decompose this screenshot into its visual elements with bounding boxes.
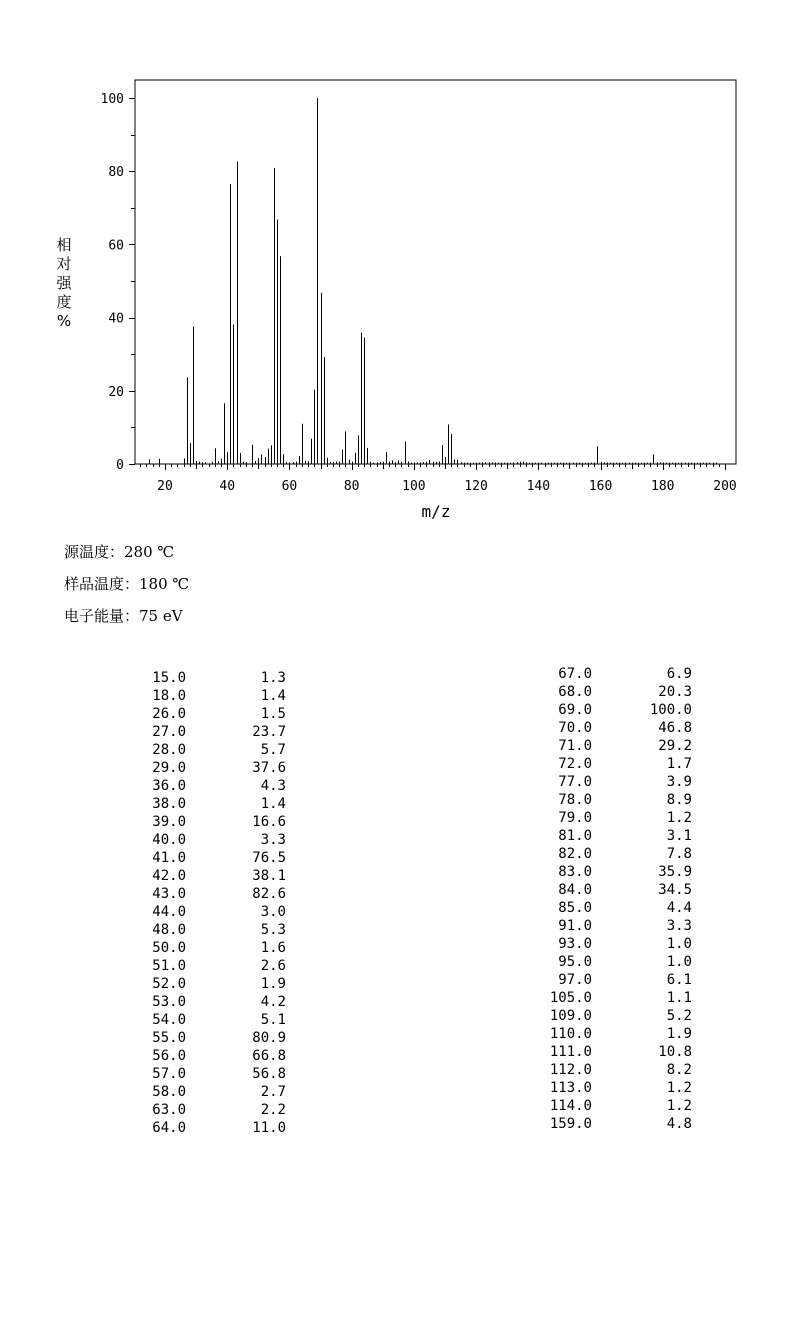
table-row [140, 885, 290, 903]
mz-value: 27.0 [152, 724, 186, 740]
table-row [140, 831, 290, 849]
table-row [140, 1011, 290, 1029]
table-row [540, 809, 700, 827]
mz-value: 44.0 [152, 904, 186, 920]
intensity-value: 82.6 [252, 886, 286, 902]
intensity-value: 1.7 [666, 756, 692, 772]
y-axis-label-char: 度 [56, 293, 72, 311]
mz-value: 72.0 [558, 756, 592, 772]
table-row [140, 1047, 290, 1065]
peak-table-right [540, 665, 700, 1133]
table-row [140, 957, 290, 975]
x-axis-ticks [141, 464, 737, 494]
x-tick-label: 60 [281, 479, 298, 494]
table-row [140, 1101, 290, 1119]
intensity-value: 80.9 [252, 1030, 286, 1046]
y-axis-label [56, 236, 72, 330]
mz-value: 97.0 [558, 972, 592, 988]
table-row [140, 1119, 290, 1137]
y-axis-label-char: % [56, 312, 72, 330]
table-row [140, 723, 290, 741]
intensity-value: 1.6 [260, 940, 286, 956]
y-tick-label: 80 [108, 165, 124, 181]
table-row [540, 1007, 700, 1025]
table-row [540, 1097, 700, 1115]
mz-value: 53.0 [152, 994, 186, 1010]
mz-value: 43.0 [152, 886, 186, 902]
intensity-value: 56.8 [252, 1066, 286, 1082]
table-row [540, 665, 700, 683]
table-row [540, 1115, 700, 1133]
intensity-value: 4.3 [260, 778, 286, 794]
intensity-value: 37.6 [252, 760, 286, 776]
mz-value: 105.0 [549, 990, 592, 1006]
table-row [540, 773, 700, 791]
intensity-value: 11.0 [252, 1120, 286, 1136]
y-tick-label: 60 [108, 238, 124, 254]
intensity-value: 3.3 [666, 918, 692, 934]
x-tick-label: 180 [651, 479, 675, 494]
mz-value: 40.0 [152, 832, 186, 848]
table-row [540, 917, 700, 935]
intensity-value: 76.5 [252, 850, 286, 866]
intensity-value: 6.1 [666, 972, 692, 988]
mz-value: 70.0 [558, 720, 592, 736]
intensity-value: 4.4 [666, 900, 692, 916]
intensity-value: 1.1 [666, 990, 692, 1006]
mz-value: 15.0 [152, 670, 186, 686]
intensity-value: 66.8 [252, 1048, 286, 1064]
mz-value: 85.0 [558, 900, 592, 916]
mz-value: 58.0 [152, 1084, 186, 1100]
mz-value: 18.0 [152, 688, 186, 704]
table-row [540, 701, 700, 719]
mz-value: 113.0 [549, 1080, 592, 1096]
mz-value: 111.0 [549, 1044, 592, 1060]
table-row [140, 1065, 290, 1083]
mz-value: 50.0 [152, 940, 186, 956]
table-row [140, 1029, 290, 1047]
table-row [140, 759, 290, 777]
mz-value: 69.0 [558, 702, 592, 718]
table-row [140, 813, 290, 831]
table-row [140, 903, 290, 921]
x-axis-label: m/z [421, 502, 451, 521]
x-tick-label: 140 [526, 479, 551, 494]
x-tick-label: 160 [588, 479, 613, 494]
table-row [540, 1025, 700, 1043]
intensity-value: 1.2 [666, 810, 692, 826]
y-axis-label-char: 对 [56, 255, 72, 273]
x-tick-label: 120 [464, 479, 488, 494]
intensity-value: 1.4 [260, 796, 286, 812]
mz-value: 95.0 [558, 954, 592, 970]
y-tick-label: 20 [108, 384, 124, 400]
x-tick-label: 100 [402, 479, 426, 494]
mz-value: 71.0 [558, 738, 592, 754]
table-row [140, 1083, 290, 1101]
peak-bars [150, 98, 717, 464]
intensity-value: 2.6 [260, 958, 286, 974]
intensity-value: 8.2 [666, 1062, 692, 1078]
intensity-value: 16.6 [252, 814, 286, 830]
mass-spectrum-chart [0, 0, 794, 530]
intensity-value: 5.1 [260, 1012, 286, 1028]
intensity-value: 1.2 [666, 1098, 692, 1114]
intensity-value: 4.2 [260, 994, 286, 1010]
plot-frame [135, 80, 736, 464]
intensity-value: 5.7 [260, 742, 286, 758]
intensity-value: 1.5 [260, 706, 286, 722]
intensity-value: 3.3 [260, 832, 286, 848]
mz-value: 81.0 [558, 828, 592, 844]
mz-value: 91.0 [558, 918, 592, 934]
mz-value: 51.0 [152, 958, 186, 974]
table-row [540, 1043, 700, 1061]
mz-value: 42.0 [152, 868, 186, 884]
mz-value: 79.0 [558, 810, 592, 826]
intensity-value: 3.1 [666, 828, 692, 844]
y-axis-ticks [101, 92, 135, 473]
mz-value: 28.0 [152, 742, 186, 758]
table-row [140, 795, 290, 813]
table-row [140, 777, 290, 795]
mz-value: 38.0 [152, 796, 186, 812]
y-axis-label-char: 强 [56, 274, 72, 292]
table-row [540, 989, 700, 1007]
table-row [540, 881, 700, 899]
sample-temperature: 样品温度：180 ℃ [64, 575, 190, 593]
mz-value: 54.0 [152, 1012, 186, 1028]
intensity-value: 1.9 [260, 976, 286, 992]
mz-value: 78.0 [558, 792, 592, 808]
table-row [540, 791, 700, 809]
mz-value: 39.0 [152, 814, 186, 830]
table-row [140, 867, 290, 885]
x-tick-label: 40 [219, 479, 236, 494]
mz-value: 64.0 [152, 1120, 186, 1136]
intensity-value: 1.4 [260, 688, 286, 704]
table-row [540, 719, 700, 737]
table-row [140, 975, 290, 993]
table-row [540, 1061, 700, 1079]
x-tick-label: 20 [157, 479, 173, 494]
table-row [540, 863, 700, 881]
table-row [540, 1079, 700, 1097]
intensity-value: 46.8 [658, 720, 692, 736]
table-row [540, 737, 700, 755]
intensity-value: 1.0 [666, 954, 692, 970]
table-row [140, 939, 290, 957]
intensity-value: 100.0 [649, 702, 692, 718]
peak-table-left [140, 669, 290, 1137]
intensity-value: 23.7 [252, 724, 286, 740]
intensity-value: 34.5 [658, 882, 692, 898]
table-row [540, 935, 700, 953]
intensity-value: 6.9 [666, 666, 692, 682]
mz-value: 67.0 [558, 666, 592, 682]
table-row [140, 687, 290, 705]
mz-value: 29.0 [152, 760, 186, 776]
intensity-value: 1.3 [260, 670, 286, 686]
mz-value: 48.0 [152, 922, 186, 938]
intensity-value: 5.2 [666, 1008, 692, 1024]
table-row [140, 669, 290, 687]
intensity-value: 1.2 [666, 1080, 692, 1096]
intensity-value: 4.8 [666, 1116, 692, 1132]
x-tick-label: 80 [343, 479, 360, 494]
intensity-value: 1.9 [666, 1026, 692, 1042]
table-row [540, 827, 700, 845]
y-tick-label: 40 [108, 311, 124, 327]
mz-value: 63.0 [152, 1102, 186, 1118]
mz-value: 77.0 [558, 774, 592, 790]
source-temperature: 源温度：280 ℃ [64, 543, 175, 561]
mz-value: 41.0 [152, 850, 186, 866]
table-row [540, 683, 700, 701]
mz-value: 26.0 [152, 706, 186, 722]
mz-value: 110.0 [549, 1026, 592, 1042]
mz-value: 56.0 [152, 1048, 186, 1064]
intensity-value: 3.9 [666, 774, 692, 790]
mz-value: 159.0 [549, 1116, 592, 1132]
table-row [540, 971, 700, 989]
intensity-value: 7.8 [666, 846, 692, 862]
mz-value: 57.0 [152, 1066, 186, 1082]
mz-value: 55.0 [152, 1030, 186, 1046]
table-row [140, 705, 290, 723]
table-row [140, 993, 290, 1011]
table-row [140, 741, 290, 759]
table-row [140, 921, 290, 939]
mz-value: 36.0 [152, 778, 186, 794]
mz-value: 52.0 [152, 976, 186, 992]
y-axis-label-char: 相 [56, 236, 72, 254]
intensity-value: 3.0 [260, 904, 286, 920]
mz-value: 112.0 [549, 1062, 592, 1078]
intensity-value: 29.2 [658, 738, 692, 754]
intensity-value: 10.8 [658, 1044, 692, 1060]
mz-value: 68.0 [558, 684, 592, 700]
intensity-value: 38.1 [252, 868, 286, 884]
mz-value: 82.0 [558, 846, 592, 862]
intensity-value: 1.0 [666, 936, 692, 952]
intensity-value: 2.2 [260, 1102, 286, 1118]
intensity-value: 8.9 [666, 792, 692, 808]
table-row [540, 953, 700, 971]
table-row [140, 849, 290, 867]
x-tick-label: 200 [713, 479, 737, 494]
intensity-value: 20.3 [658, 684, 692, 700]
mz-value: 109.0 [549, 1008, 592, 1024]
intensity-value: 35.9 [658, 864, 692, 880]
electron-energy: 电子能量：75 eV [64, 607, 183, 625]
intensity-value: 5.3 [260, 922, 286, 938]
intensity-value: 2.7 [260, 1084, 286, 1100]
mz-value: 114.0 [549, 1098, 592, 1114]
table-row [540, 845, 700, 863]
y-tick-label: 100 [100, 92, 124, 107]
table-row [540, 755, 700, 773]
mz-value: 83.0 [558, 864, 592, 880]
table-row [540, 899, 700, 917]
mz-value: 93.0 [558, 936, 592, 952]
y-tick-label: 0 [116, 458, 124, 473]
mz-value: 84.0 [558, 882, 592, 898]
